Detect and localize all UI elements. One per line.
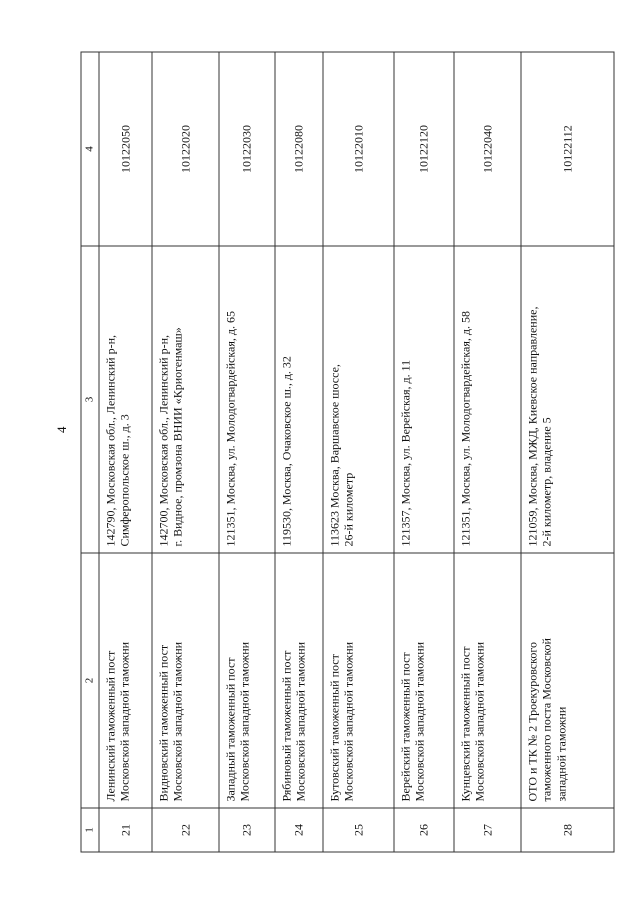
customs-post-address — [275, 246, 323, 553]
table-row — [219, 52, 275, 852]
customs-post-code: 10122080 — [275, 52, 323, 246]
customs-post-code: 10122010 — [323, 52, 394, 246]
row-number: 22 — [152, 808, 219, 852]
customs-post-name-line: Московской западной таможни — [170, 641, 185, 801]
customs-post-address-line: 142790, Московская обл., Ленинский р-н, — [103, 334, 118, 546]
customs-post-name-line: ОТО и ТК № 2 Троекуровского — [525, 641, 540, 801]
column-header: 2 — [81, 553, 99, 808]
customs-post-name-line: Бутовский таможенный пост — [327, 653, 342, 801]
table-row — [323, 52, 394, 852]
customs-post-address-line: 121351, Москва, ул. Молодогвардейская, д. 65 — [223, 310, 238, 546]
customs-post-code: 10122112 — [521, 52, 614, 246]
customs-post-name — [152, 553, 219, 808]
column-header: 3 — [81, 246, 99, 553]
customs-post-code: 10122030 — [219, 52, 275, 246]
customs-post-address-line: 121357, Москва, ул. Верейская, д. 11 — [398, 359, 413, 546]
customs-post-name-line: Ленинский таможенный пост — [103, 650, 118, 801]
customs-post-address — [219, 246, 275, 553]
customs-post-name-line: Московской западной таможни — [341, 641, 356, 801]
customs-post-name — [394, 553, 454, 808]
customs-post-name-line: Рябиновый таможенный пост — [279, 650, 294, 801]
customs-post-name-line: Кунцевский таможенный пост — [458, 646, 473, 801]
table-row — [394, 52, 454, 852]
row-number: 27 — [454, 808, 521, 852]
customs-post-code: 10122040 — [454, 52, 521, 246]
customs-post-name-line: Верейский таможенный пост — [398, 651, 413, 801]
column-header: 1 — [81, 808, 99, 852]
document-table-frame — [81, 52, 596, 852]
customs-post-address-line: 119530, Москва, Очаковское ш., д. 32 — [279, 355, 294, 546]
header-row — [81, 52, 99, 852]
row-number: 23 — [219, 808, 275, 852]
row-number: 21 — [99, 808, 152, 852]
customs-post-name-line: таможенного поста Московской — [539, 637, 554, 801]
table-row — [521, 52, 614, 852]
row-number: 24 — [275, 808, 323, 852]
customs-post-address — [99, 246, 152, 553]
customs-post-name — [99, 553, 152, 808]
page-number: 4 — [54, 426, 69, 433]
table-row — [99, 52, 152, 852]
customs-post-address-line: 26-й километр — [341, 472, 356, 546]
customs-post-address-line: 113623 Москва, Варшавское шоссе, — [327, 363, 342, 546]
customs-post-name-line: Московской западной таможни — [293, 641, 308, 801]
table-row — [152, 52, 219, 852]
customs-post-address-line: 142700, Московская обл., Ленинский р-н, — [156, 334, 171, 546]
row-number: 25 — [323, 808, 394, 852]
customs-post-address-line: 2-й километр, владение 5 — [539, 416, 554, 546]
customs-post-name — [323, 553, 394, 808]
customs-post-name-line: Западный таможенный пост — [223, 656, 238, 801]
column-header: 4 — [81, 52, 99, 246]
customs-post-name — [275, 553, 323, 808]
customs-post-name — [219, 553, 275, 808]
customs-post-address-line: Симферопольское ш., д. 3 — [117, 413, 132, 546]
customs-post-address-line: 121059, Москва, МЖД, Киевское направление, — [525, 306, 540, 546]
customs-post-code: 10122050 — [99, 52, 152, 246]
customs-post-address — [521, 246, 614, 553]
row-number: 26 — [394, 808, 454, 852]
customs-post-name-line: Московской западной таможни — [237, 641, 252, 801]
customs-post-name-line: Московской западной таможни — [117, 641, 132, 801]
customs-post-name-line: Московской западной таможни — [472, 641, 487, 801]
table-row — [454, 52, 521, 852]
customs-post-name-line: Видновский таможенный пост — [156, 644, 171, 801]
customs-post-address — [394, 246, 454, 553]
customs-post-code: 10122020 — [152, 52, 219, 246]
customs-post-address — [323, 246, 394, 553]
table-row — [275, 52, 323, 852]
customs-post-address — [454, 246, 521, 553]
customs-post-address-line: 121351, Москва, ул. Молодогвардейская, д. 58 — [458, 310, 473, 546]
customs-post-code: 10122120 — [394, 52, 454, 246]
customs-post-name — [521, 553, 614, 808]
customs-post-address — [152, 246, 219, 553]
customs-posts-table — [81, 51, 615, 852]
customs-post-name-line: Московской западной таможни — [412, 641, 427, 801]
row-number: 28 — [521, 808, 614, 852]
customs-post-name — [454, 553, 521, 808]
customs-post-address-line: г. Видное, промзона ВНИИ «Криогенмаш» — [170, 326, 185, 546]
customs-post-name-line: западной таможни — [554, 706, 569, 801]
